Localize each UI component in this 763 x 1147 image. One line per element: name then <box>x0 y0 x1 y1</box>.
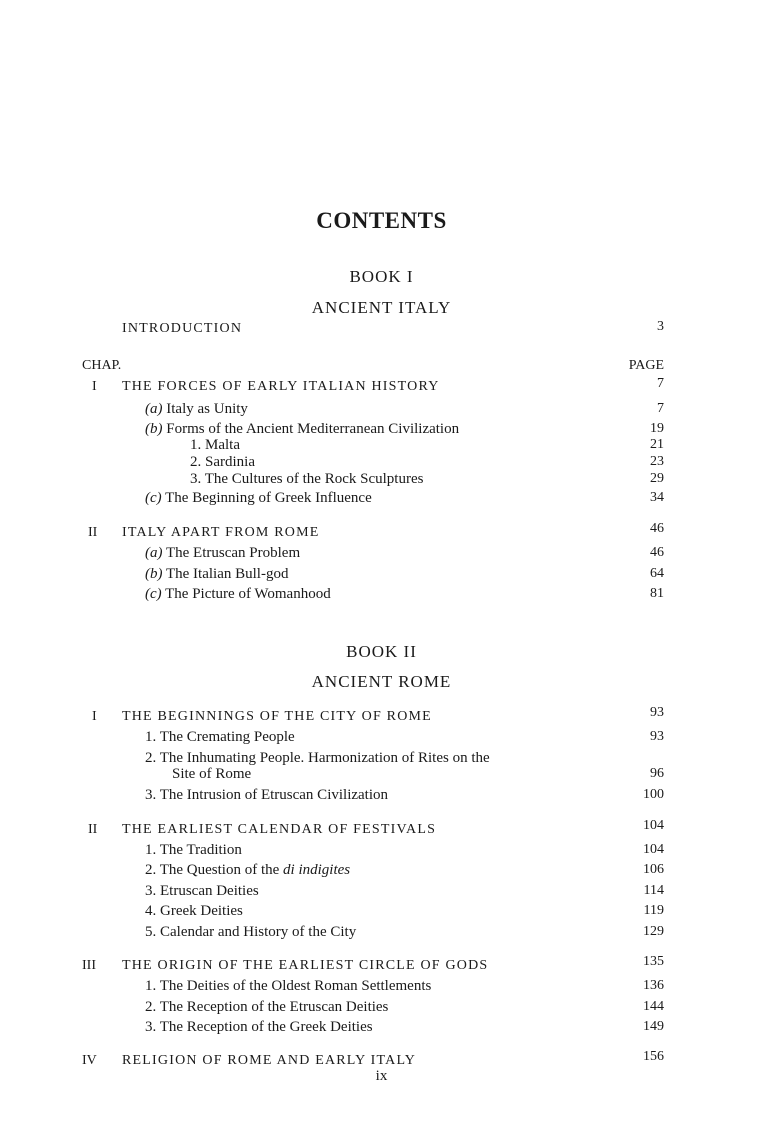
toc-entry-text: 2. The Question of the <box>145 862 284 878</box>
toc-entry: 2. The Inhumating People. Harmonization of Rites on the <box>145 750 490 766</box>
chapter-title: RELIGION OF ROME AND EARLY ITALY <box>122 1053 417 1068</box>
toc-page: 96 <box>650 766 664 781</box>
chapter-title: THE EARLIEST CALENDAR OF FESTIVALS <box>122 822 437 837</box>
toc-entry: (a) The Etruscan Problem <box>145 545 301 561</box>
toc-page: 93 <box>650 729 664 744</box>
toc-page: 64 <box>650 566 664 581</box>
toc-entry: 1. The Deities of the Oldest Roman Settlements <box>145 978 432 994</box>
chapter-page: 135 <box>643 954 664 969</box>
toc-entry: 3. The Cultures of the Rock Sculptures <box>190 471 424 487</box>
toc-entry: 1. Malta <box>190 437 240 453</box>
chapter-number: I <box>92 379 97 394</box>
toc-page: 46 <box>650 545 664 560</box>
toc-page: 19 <box>650 421 664 436</box>
folio-page-number: ix <box>375 1068 388 1084</box>
toc-entry: (b) The Italian Bull-god <box>145 566 289 582</box>
toc-entry: 2. The Reception of the Etruscan Deities <box>145 999 389 1015</box>
chapter-title: THE FORCES OF EARLY ITALIAN HISTORY <box>122 379 440 394</box>
toc-entry: 4. Greek Deities <box>145 903 243 919</box>
chapter-number: III <box>82 958 96 973</box>
toc-entry: 3. Etruscan Deities <box>145 883 259 899</box>
chapter-page: 104 <box>643 818 664 833</box>
chapter-number: II <box>88 822 98 837</box>
chapter-title: ITALY APART FROM ROME <box>122 525 320 540</box>
chapter-title: THE BEGINNINGS OF THE CITY OF ROME <box>122 709 432 724</box>
toc-entry: 3. The Reception of the Greek Deities <box>145 1019 373 1035</box>
toc-entry: (b) Forms of the Ancient Mediterranean Civilization <box>145 421 460 437</box>
toc-page: 129 <box>643 924 664 939</box>
page-title: CONTENTS <box>316 208 447 233</box>
toc-entry-italic: di indigites <box>283 862 351 878</box>
toc-page: 81 <box>650 586 664 601</box>
toc-page: 144 <box>643 999 664 1014</box>
toc-page: 7 <box>657 401 664 416</box>
chapter-number: I <box>92 709 97 724</box>
toc-page: 119 <box>643 903 664 918</box>
toc-entry: (c) The Picture of Womanhood <box>145 586 331 602</box>
chapter-page: 93 <box>650 705 664 720</box>
toc-page: 100 <box>643 787 664 802</box>
chap-header: CHAP. <box>82 358 122 373</box>
introduction-page: 3 <box>657 319 664 334</box>
toc-entry: (c) The Beginning of Greek Influence <box>145 490 372 506</box>
book-1-label: BOOK I <box>349 267 414 286</box>
toc-entry: Site of Rome <box>172 766 252 782</box>
chapter-page: 46 <box>650 521 664 536</box>
toc-entry: 3. The Intrusion of Etruscan Civilization <box>145 787 389 803</box>
chapter-page: 156 <box>643 1049 664 1064</box>
page-header: PAGE <box>628 358 664 373</box>
chapter-title: THE ORIGIN OF THE EARLIEST CIRCLE OF GODS <box>122 958 489 973</box>
toc-entry <box>145 862 350 879</box>
toc-entry: 2. Sardinia <box>190 454 255 470</box>
chapter-number: II <box>88 525 98 540</box>
toc-page: 149 <box>643 1019 664 1034</box>
toc-page: 23 <box>650 454 664 469</box>
toc-page: 106 <box>643 862 664 877</box>
toc-page: 34 <box>650 490 664 505</box>
toc-page: 21 <box>650 437 664 452</box>
toc-entry: 1. The Tradition <box>145 842 242 858</box>
toc-entry: (a) Italy as Unity <box>145 401 248 417</box>
chapter-page: 7 <box>657 376 664 391</box>
toc-page: 114 <box>643 883 664 898</box>
toc-page: 29 <box>650 471 664 486</box>
introduction-entry: INTRODUCTION <box>122 321 243 336</box>
toc-page: 104 <box>643 842 664 857</box>
toc-entry: 1. The Cremating People <box>145 729 295 745</box>
book-1-subtitle: ANCIENT ITALY <box>311 298 452 317</box>
book-2-subtitle: ANCIENT ROME <box>311 672 452 691</box>
chapter-number: IV <box>82 1053 97 1068</box>
toc-page: 136 <box>643 978 664 993</box>
toc-entry: 5. Calendar and History of the City <box>145 924 357 940</box>
book-2-label: BOOK II <box>346 642 417 661</box>
